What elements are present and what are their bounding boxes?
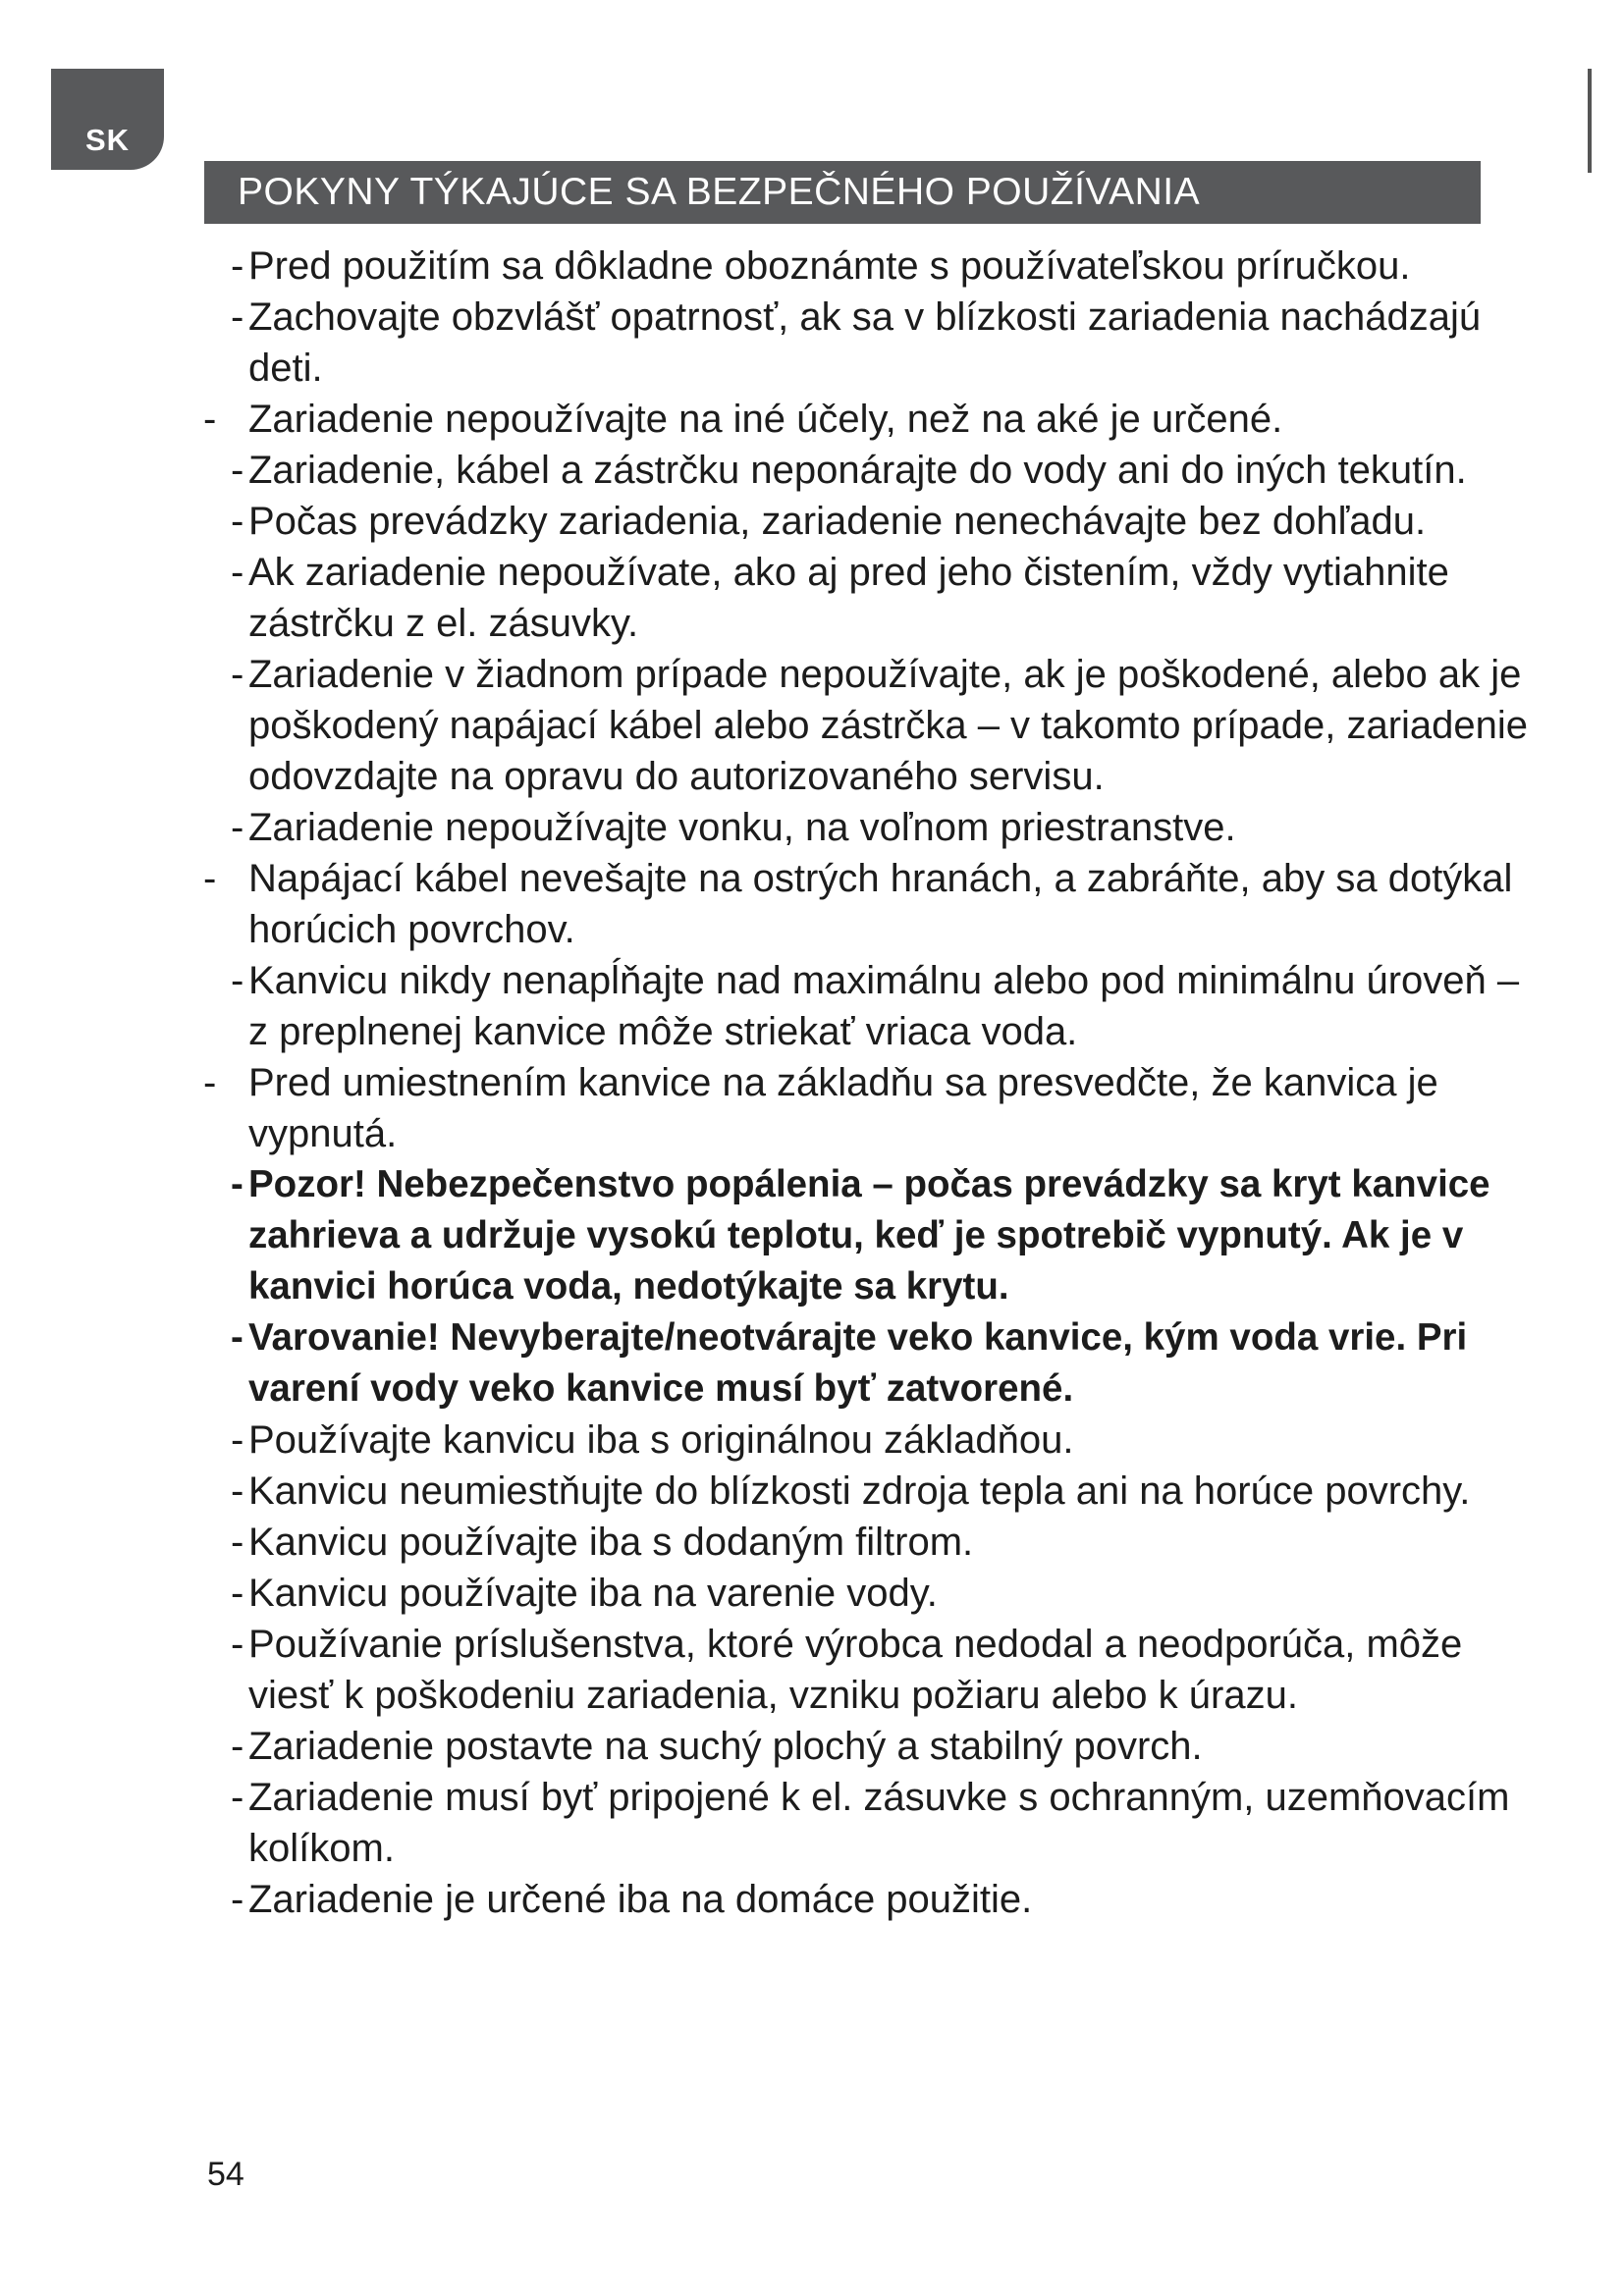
list-item [201, 547, 1537, 649]
list-item-text: Zariadenie postavte na suchý plochý a stabilný povrch. [248, 1725, 1203, 1768]
list-bullet-dash: - [231, 806, 244, 849]
list-item [201, 292, 1537, 394]
list-bullet-dash: - [203, 398, 217, 441]
list-bullet-dash: - [231, 449, 244, 492]
list-item [201, 1517, 1537, 1568]
list-item [201, 496, 1537, 547]
list-item-text: Ak zariadenie nepoužívate, ako aj pred jeho čistením, vždy vytiahnite zástrčku z el. zásuvky. [248, 551, 1449, 645]
list-item [201, 955, 1537, 1057]
list-item [201, 1415, 1537, 1466]
list-bullet-dash: - [231, 1725, 244, 1768]
list-item [201, 1057, 1537, 1159]
list-item-text: Kanvicu používajte iba na varenie vody. [248, 1572, 938, 1615]
list-item-text: Zariadenie musí byť pripojené k el. zásuvke s ochranným, uzemňovacím kolíkom. [248, 1776, 1510, 1870]
list-bullet-dash: - [203, 857, 217, 900]
list-bullet-dash: - [231, 500, 244, 543]
page-number: 54 [207, 2156, 244, 2193]
list-bullet-dash: - [231, 1623, 244, 1666]
list-item [201, 649, 1537, 802]
list-item [201, 1466, 1537, 1517]
list-bullet-dash: - [231, 295, 244, 339]
list-item [201, 445, 1537, 496]
section-title: POKYNY TÝKAJÚCE SA BEZPEČNÉHO POUŽÍVANIA [204, 161, 1481, 224]
list-item-text: Počas prevádzky zariadenia, zariadenie nenechávajte bez dohľadu. [248, 500, 1427, 543]
list-item [201, 394, 1537, 445]
list-item-text: Zariadenie, kábel a zástrčku neponárajte do vody ani do iných tekutín. [248, 449, 1467, 492]
list-item-text: Používajte kanvicu iba s originálnou základňou. [248, 1418, 1074, 1462]
list-item-text: Pred použitím sa dôkladne oboznámte s používateľskou príručkou. [248, 244, 1411, 288]
list-item [201, 1874, 1537, 1925]
list-bullet-dash: - [231, 244, 244, 288]
list-item-text: Zariadenie nepoužívajte na iné účely, než na aké je určené. [248, 398, 1283, 441]
list-bullet-dash: - [231, 1316, 244, 1359]
list-bullet-dash: - [231, 1163, 244, 1205]
list-item-text: Napájací kábel nevešajte na ostrých hranách, a zabráňte, aby sa dotýkal horúcich povrchov. [248, 857, 1513, 951]
list-item-text: Zachovajte obzvlášť opatrnosť, ak sa v blízkosti zariadenia nachádzajú deti. [248, 295, 1482, 390]
list-item [201, 1159, 1537, 1312]
list-item-text: Zariadenie v žiadnom prípade nepoužívajte, ak je poškodené, alebo ak je poškodený napájací kábel alebo zástrčka – v takomto prípade, zariadenie odovzdajte na opravu do autorizovaného servisu. [248, 653, 1529, 798]
list-bullet-dash: - [231, 1521, 244, 1564]
language-tab: SK [51, 69, 164, 170]
list-item [201, 1772, 1537, 1874]
list-bullet-dash: - [231, 1572, 244, 1615]
list-bullet-dash: - [231, 653, 244, 696]
list-item-text: Kanvicu používajte iba s dodaným filtrom. [248, 1521, 974, 1564]
list-bullet-dash: - [231, 551, 244, 594]
safety-instructions-list [201, 240, 1537, 1925]
list-item [201, 1568, 1537, 1619]
list-item-text: Pred umiestnením kanvice na základňu sa presvedčte, že kanvica je vypnutá. [248, 1061, 1438, 1155]
list-item-text: Zariadenie je určené iba na domáce použitie. [248, 1878, 1033, 1921]
list-bullet-dash: - [231, 1418, 244, 1462]
list-bullet-dash: - [231, 1469, 244, 1513]
list-item-text: Zariadenie nepoužívajte vonku, na voľnom priestranstve. [248, 806, 1236, 849]
list-item-text: Kanvicu neumiestňujte do blízkosti zdroja tepla ani na horúce povrchy. [248, 1469, 1471, 1513]
list-bullet-dash: - [231, 1878, 244, 1921]
list-item [201, 853, 1537, 955]
list-item [201, 240, 1537, 292]
list-item-text: Pozor! Nebezpečenstvo popálenia – počas prevádzky sa kryt kanvice zahrieva a udržuje vysokú teplotu, keď je spotrebič vypnutý. Ak je v kanvici horúca voda, nedotýkajte sa krytu. [248, 1163, 1490, 1308]
list-bullet-dash: - [203, 1061, 217, 1104]
list-item [201, 1619, 1537, 1721]
list-bullet-dash: - [231, 1776, 244, 1819]
list-item [201, 1721, 1537, 1772]
list-bullet-dash: - [231, 959, 244, 1002]
list-item [201, 1312, 1537, 1415]
list-item-text: Používanie príslušenstva, ktoré výrobca nedodal a neodporúča, môže viesť k poškodeniu zariadenia, vzniku požiaru alebo k úrazu. [248, 1623, 1463, 1717]
list-item-text: Kanvicu nikdy nenapĺňajte nad maximálnu alebo pod minimálnu úroveň – z preplnenej kanvice môže striekať vriaca voda. [248, 959, 1520, 1053]
list-item-text: Varovanie! Nevyberajte/neotvárajte veko kanvice, kým voda vrie. Pri varení vody veko kanvice musí byť zatvorené. [248, 1316, 1468, 1410]
list-item [201, 802, 1537, 853]
page-edge-marker [1588, 69, 1592, 173]
